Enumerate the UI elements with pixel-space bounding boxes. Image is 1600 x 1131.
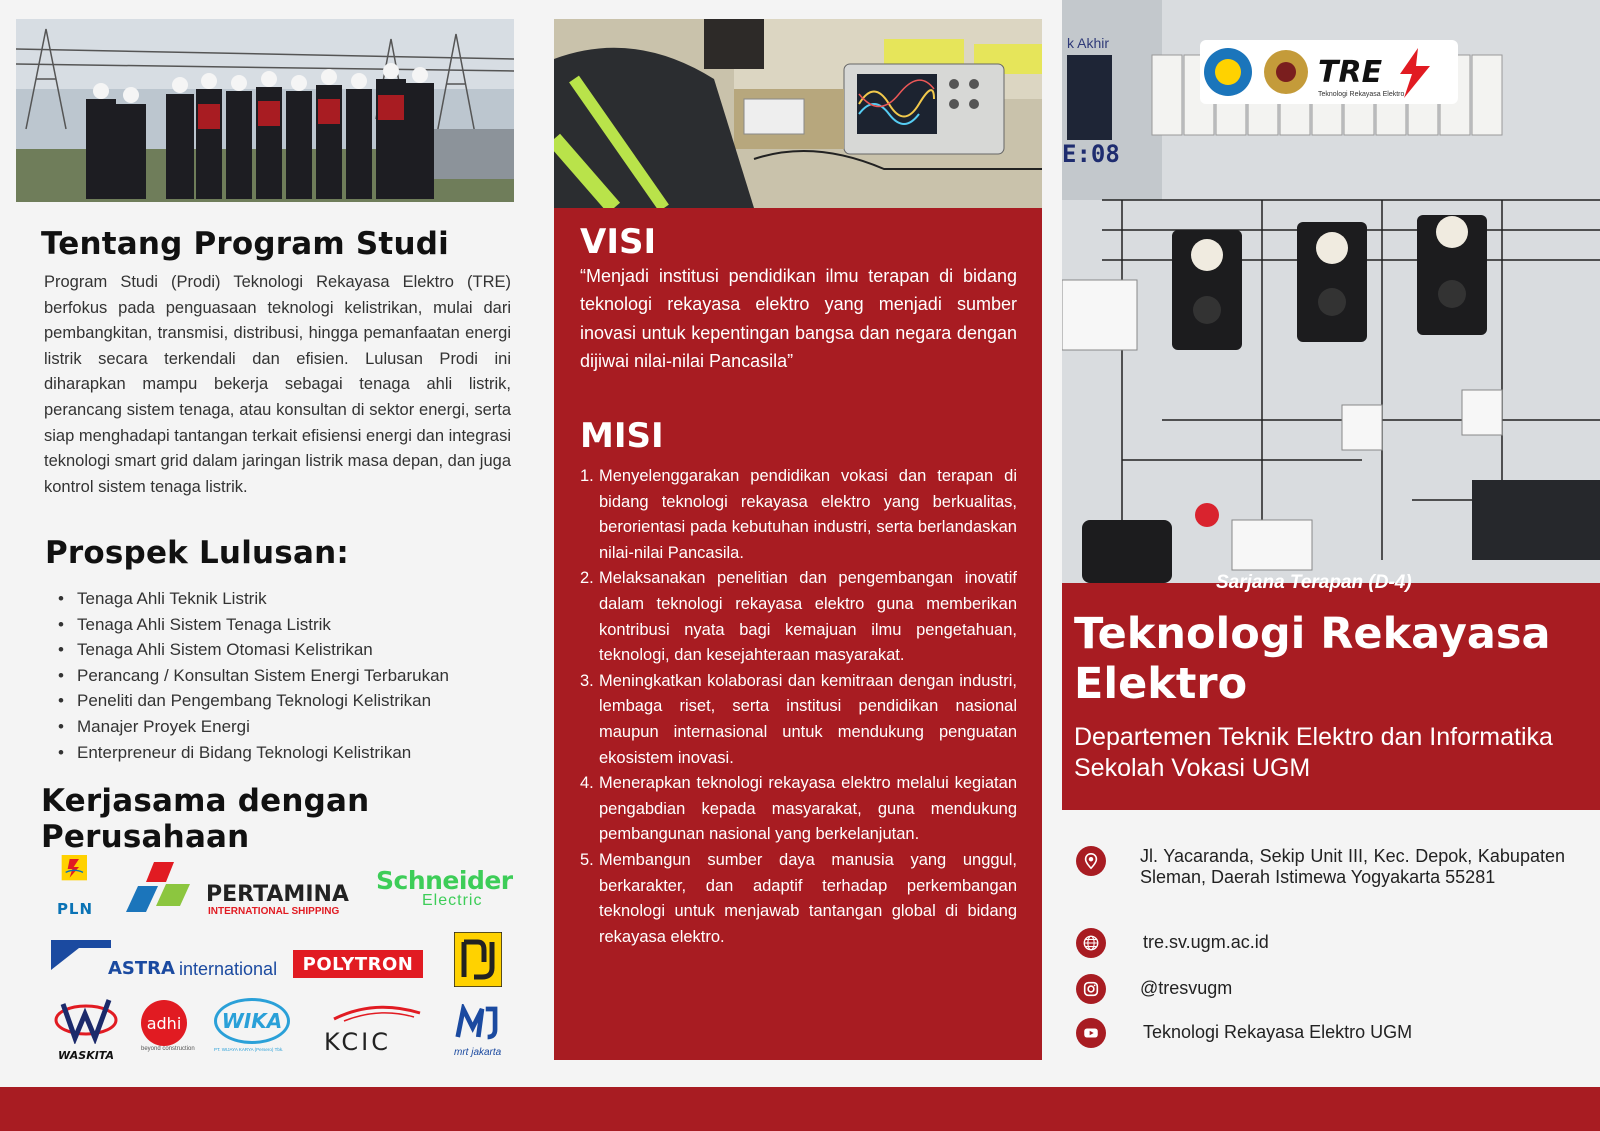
svg-text:TRE: TRE — [1318, 55, 1383, 90]
pertamina-logo: PERTAMINA INTERNATIONAL SHIPPING — [124, 860, 360, 915]
address-row — [1076, 846, 1565, 888]
list-item: 5. Membangun sumber daya manusia yang unggul, berkarakter, dan adaptif terhadap perkembangan teknologi untuk menjawab tantangan global di bidang rekayasa elektro. — [580, 850, 1017, 946]
website-link[interactable]: tre.sv.ugm.ac.id — [1143, 932, 1269, 952]
oscilloscope-lab-photo — [554, 19, 1042, 208]
instagram-row[interactable] — [1076, 974, 1232, 1004]
schneider-logo: Schneider Electric — [376, 866, 513, 909]
kerjasama-title: Kerjasama dengan Perusahaan — [41, 783, 370, 855]
wika-logo: WIKA PT. WIJAYA KARYA (Persero) Tbk. — [214, 998, 294, 1058]
instagram-icon — [1076, 974, 1106, 1004]
location-pin-icon — [1076, 846, 1106, 876]
kcic-logo: KCIC — [324, 1003, 424, 1053]
logo-bar — [1200, 40, 1458, 104]
footer-bar — [0, 1087, 1600, 1131]
list-item: • Tenaga Ahli Sistem Tenaga Listrik — [58, 612, 449, 638]
website-row[interactable] — [1076, 928, 1269, 958]
visi-misi-box — [554, 208, 1042, 1060]
misi-list — [580, 464, 1017, 950]
list-item: • Tenaga Ahli Teknik Listrik — [58, 586, 449, 612]
astra-logo: ASTRA international — [51, 940, 283, 980]
visi-title: VISI — [580, 222, 657, 262]
instagram-handle[interactable]: @tresvugm — [1140, 978, 1233, 998]
prospek-title: Prospek Lulusan: — [45, 535, 349, 571]
list-item: 4. Menerapkan teknologi rekayasa elektro melalui kegiatan pengabdian kepada masyarakat, guna mendukung pembangunan nasional yang berkelanjutan. — [580, 774, 1017, 844]
prospek-list — [58, 586, 449, 765]
misi-title: MISI — [580, 416, 664, 456]
list-item: • Perancang / Konsultan Sistem Energi Terbarukan — [58, 663, 449, 689]
about-title: Tentang Program Studi — [41, 226, 449, 262]
svg-text:Teknologi Rekayasa Elektro: Teknologi Rekayasa Elektro — [1318, 91, 1405, 98]
svg-text:k Akhir: k Akhir — [1067, 35, 1110, 51]
list-item: • Enterpreneur di Bidang Teknologi Kelistrikan — [58, 740, 449, 766]
program-title-box — [1062, 572, 1600, 810]
adhi-logo: adhi beyond construction — [141, 1000, 191, 1060]
pln-logo: PLN — [53, 855, 97, 915]
department-name: Departemen Teknik Elektro dan Informatika Sekolah Vokasi UGM — [1074, 723, 1553, 782]
list-item: • Peneliti dan Pengembang Teknologi Kelistrikan — [58, 688, 449, 714]
cover-panel — [1060, 0, 1600, 1088]
substation-team-photo — [16, 19, 514, 202]
list-item: • Manajer Proyek Energi — [58, 714, 449, 740]
degree-label: Sarjana Terapan (D-4) — [1216, 572, 1412, 593]
list-item: 1. Menyelenggarakan pendidikan vokasi dan terapan di bidang teknologi rekayasa elektro yang berkualitas, berorientasi pada kebutuhan industri, serta berlandaskan nilai-nilai Pancasila. — [580, 467, 1017, 562]
pupr-logo — [454, 932, 502, 987]
list-item: 2. Melaksanakan penelitian dan pengembangan inovatif dalam teknologi rekayasa elektro guna memberikan kontribusi nyata bagi kemajuan ilmu pengetahuan, teknologi, dan kesejahteraan masyarakat. — [580, 569, 1017, 665]
svg-text:E:08: E:08 — [1062, 140, 1120, 168]
youtube-channel[interactable]: Teknologi Rekayasa Elektro UGM — [1143, 1022, 1413, 1042]
globe-icon — [1076, 928, 1106, 958]
youtube-row[interactable] — [1076, 1018, 1412, 1048]
waskita-logo: WASKITA — [51, 998, 121, 1058]
list-item: • Tenaga Ahli Sistem Otomasi Kelistrikan — [58, 637, 449, 663]
youtube-icon — [1076, 1018, 1106, 1048]
left-panel — [0, 0, 530, 1088]
mrt-jakarta-logo: mrt jakarta — [454, 1004, 514, 1058]
program-title: Teknologi Rekayasa Elektro — [1074, 609, 1551, 709]
polytron-logo: POLYTRON — [293, 950, 423, 978]
about-text: Program Studi (Prodi) Teknologi Rekayasa Elektro (TRE) berfokus pada penguasaan teknologi kelistrikan, mulai dari pembangkitan, transmisi, distribusi, hingga pemanfaatan energi listrik secara terkendali dan efisien. Lulusan Prodi ini diharapkan mampu bekerja sebagai tenaga ahli listrik, perancang sistem tenaga, atau konsultan di sektor energi, serta siap menghadapi tantangan terkait efisiensi energi dan integrasi teknologi smart grid dalam jaringan listrik masa depan, dan juga kontrol sistem tenaga listrik. — [44, 273, 511, 496]
address-text: Jl. Yacaranda, Sekip Unit III, Kec. Depok, Kabupaten Sleman, Daerah Istimewa Yogyakarta 55281 — [1140, 846, 1565, 887]
list-item: 3. Meningkatkan kolaborasi dan kemitraan dengan industri, lembaga riset, serta institusi pendidikan nasional maupun internasional untuk mendukung penguatan ekosistem inovasi. — [580, 671, 1017, 767]
visi-text: “Menjadi institusi pendidikan ilmu terapan di bidang teknologi rekayasa elektro yang menjadi sumber inovasi untuk kepentingan bangsa dan negara dengan dijiwai nilai-nilai Pancasila” — [580, 266, 1017, 372]
